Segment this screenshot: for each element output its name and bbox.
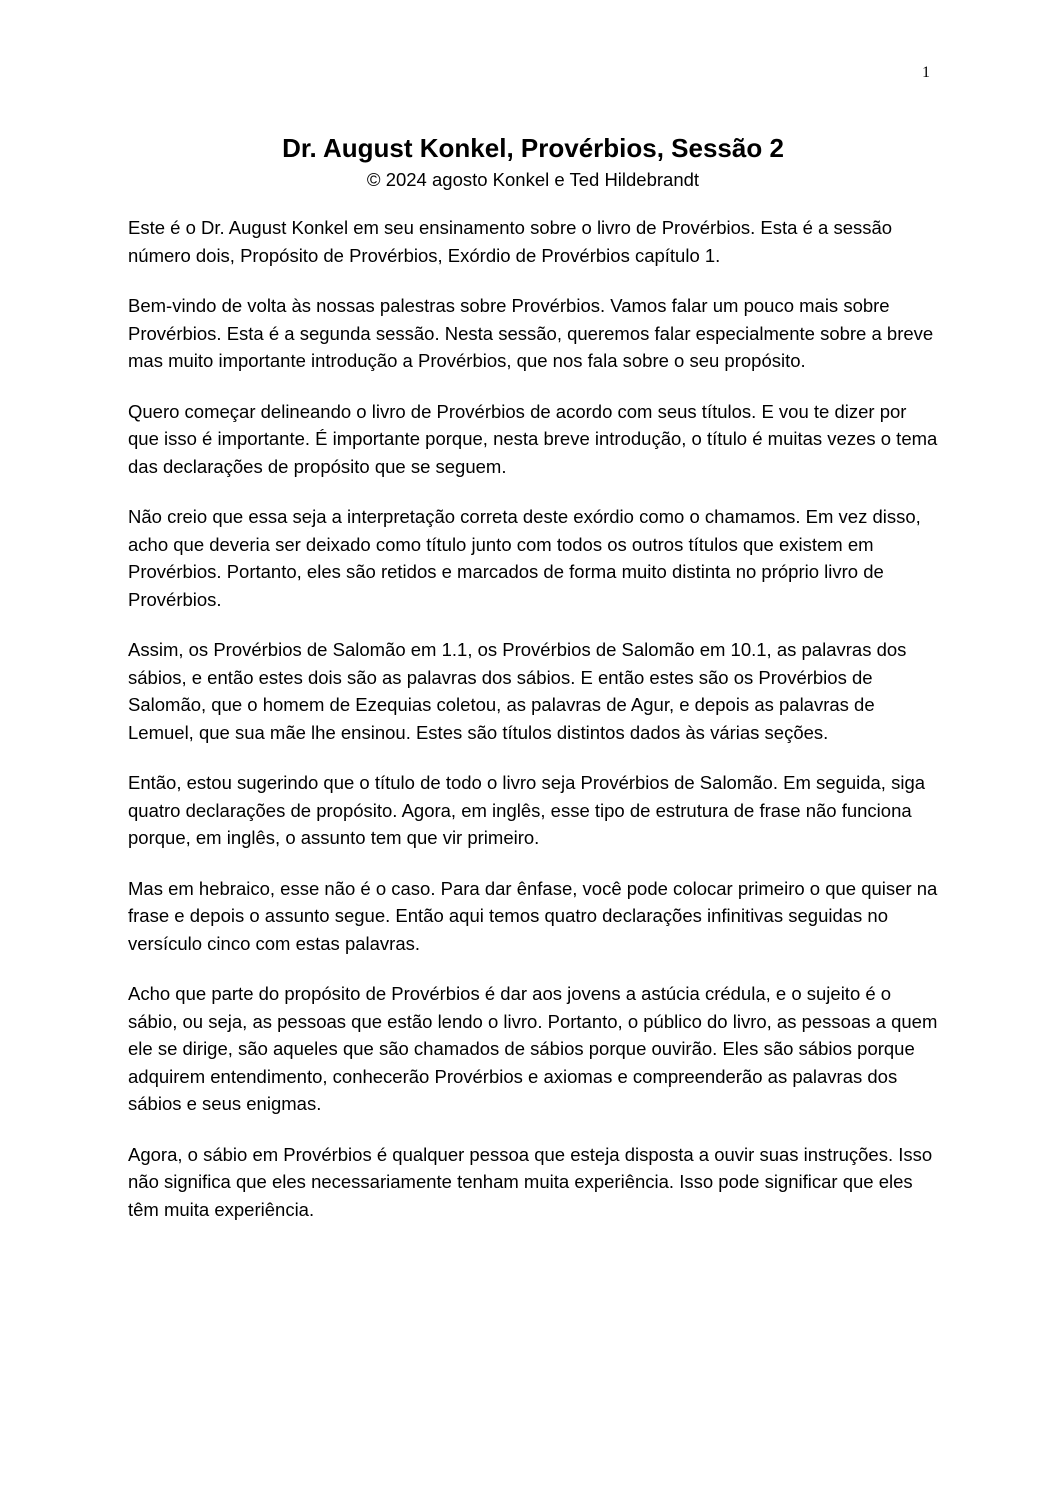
paragraph-6: Então, estou sugerindo que o título de todo o livro seja Provérbios de Salomão. Em seguida, siga quatro declarações de propósito. Agora, em inglês, esse tipo de estrutura de frase não funciona porque, em inglês, o assunto tem que vir primeiro. bbox=[128, 772, 926, 848]
document-body bbox=[128, 130, 938, 1246]
paragraph-9: Agora, o sábio em Provérbios é qualquer pessoa que esteja disposta a ouvir suas instruções. Isso não significa que eles necessariamente tenham muita experiência. Isso pode significar que eles têm muita experiência. bbox=[128, 1143, 933, 1220]
page-number: 1 bbox=[922, 64, 930, 81]
paragraph-5: Assim, os Provérbios de Salomão em 1.1, os Provérbios de Salomão em 10.1, as palavras dos sábios, e então estes dois são as palavras dos sábios. E então estes são os Provérbios de Salomão, que o homem de Ezequias coletou, as palavras de Agur, e depois as palavras de Lemuel, que sua mãe lhe ensinou. Estes são títulos distintos dados às várias seções. bbox=[128, 639, 907, 743]
paragraph-1: Este é o Dr. August Konkel em seu ensinamento sobre o livro de Provérbios. Esta é a sessão número dois, Propósito de Provérbios, Exórdio de Provérbios capítulo 1. bbox=[128, 217, 893, 266]
copyright-line: © 2024 agosto Konkel e Ted Hildebrandt bbox=[366, 169, 700, 190]
paragraph-2: Bem-vindo de volta às nossas palestras sobre Provérbios. Vamos falar um pouco mais sobre Provérbios. Esta é a segunda sessão. Nesta sessão, queremos falar especialmente sobre a breve mas muito importante introdução a Provérbios, que nos fala sobre o seu propósito. bbox=[128, 295, 934, 371]
document-title: Dr. August Konkel, Provérbios, Sessão 2 bbox=[282, 133, 784, 163]
paragraph-3: Quero começar delineando o livro de Provérbios de acordo com seus títulos. E vou te dizer por que isso é importante. É importante porque, nesta breve introdução, o título é muitas vezes o tema das declarações de propósito que se seguem. bbox=[128, 400, 938, 477]
paragraph-8: Acho que parte do propósito de Provérbios é dar aos jovens a astúcia crédula, e o sujeito é o sábio, ou seja, as pessoas que estão lendo o livro. Portanto, o público do livro, as pessoas a quem ele se dirige, são aqueles que são chamados de sábios porque ouvirão. Eles são sábios porque adquirem entendimento, conhecerão Provérbios e axiomas e compreenderão as palavras dos sábios e seus enigmas. bbox=[128, 983, 938, 1114]
paragraph-4: Não creio que essa seja a interpretação correta deste exórdio como o chamamos. Em vez disso, acho que deveria ser deixado como título junto com todos os outros títulos que existem em Provérbios. Portanto, eles são retidos e marcados de forma muito distinta no próprio livro de Provérbios. bbox=[128, 506, 921, 610]
paragraph-7: Mas em hebraico, esse não é o caso. Para dar ênfase, você pode colocar primeiro o que quiser na frase e depois o assunto segue. Então aqui temos quatro declarações infinitivas seguidas no versículo cinco com estas palavras. bbox=[128, 877, 938, 954]
